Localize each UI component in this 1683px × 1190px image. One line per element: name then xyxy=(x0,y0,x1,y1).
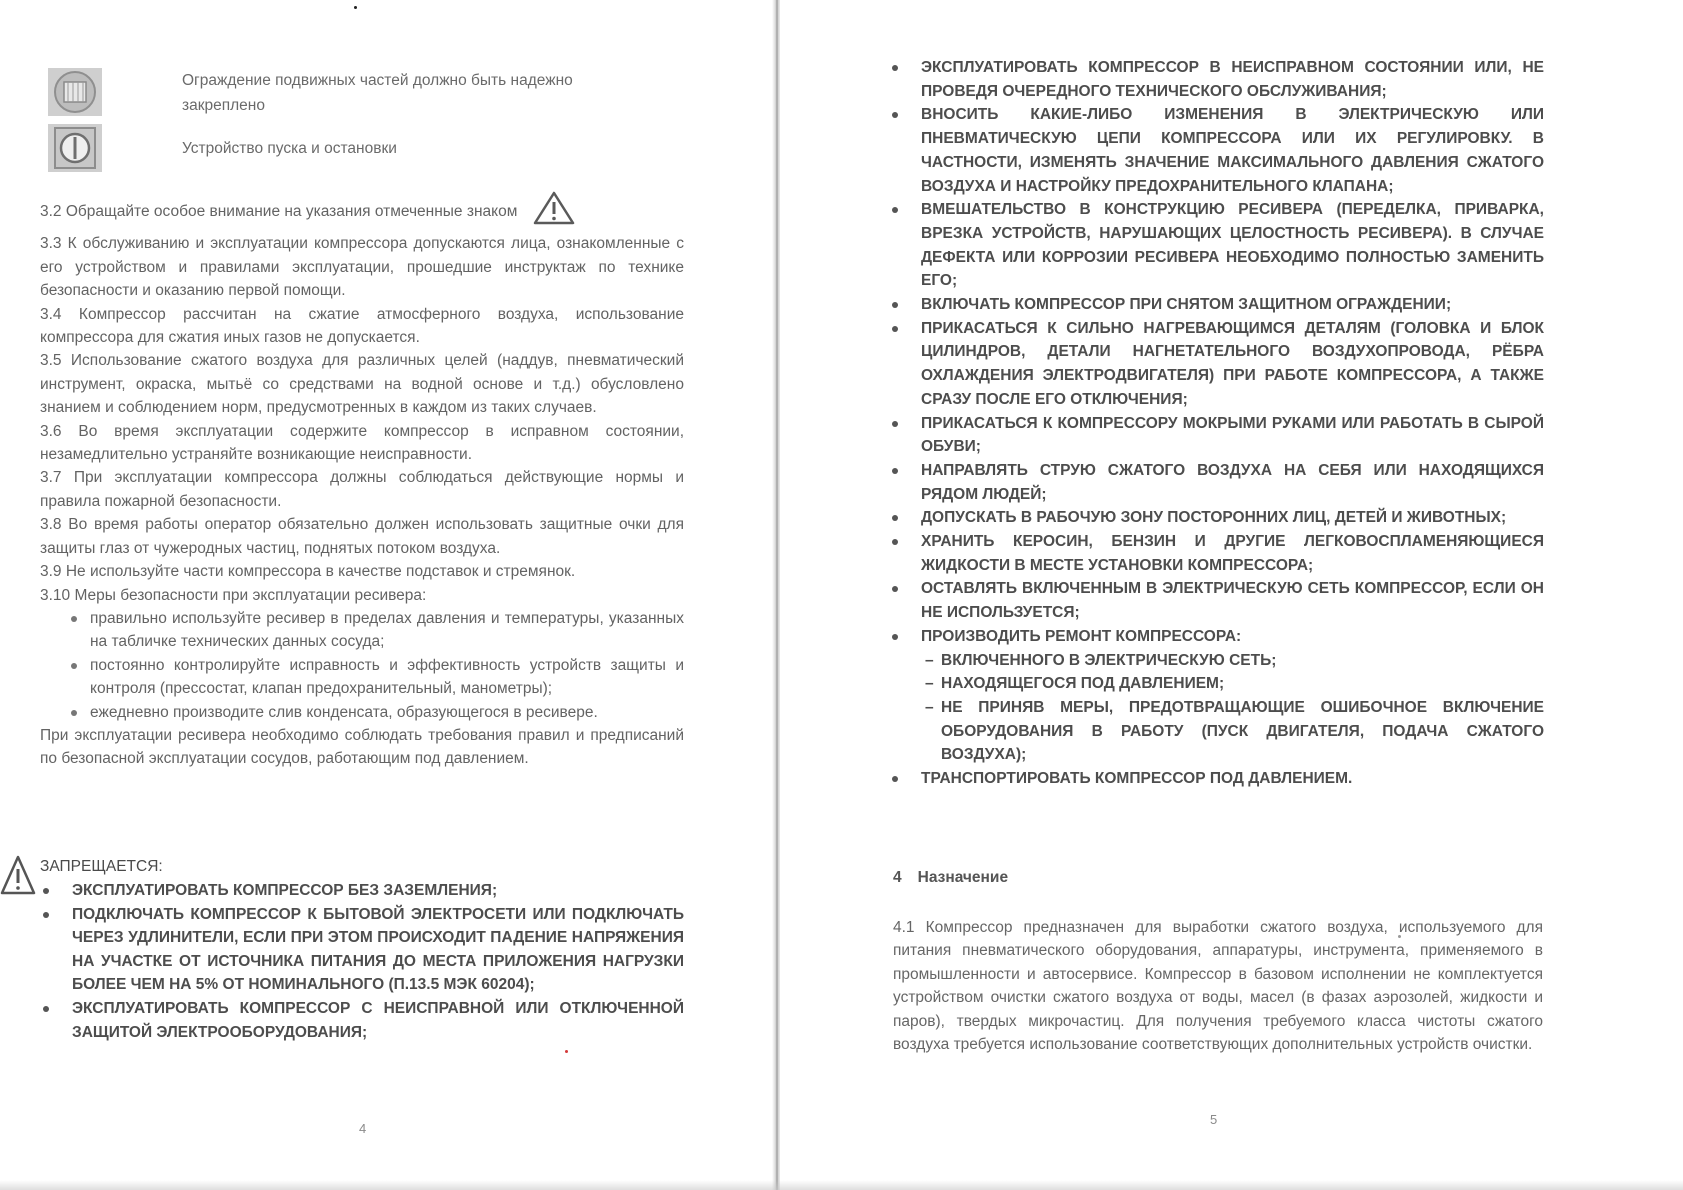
list-item: ПРИКАСАТЬСЯ К СИЛЬНО НАГРЕВАЮЩИМСЯ ДЕТАЛЯМ (ГОЛОВКА И БЛОК ЦИЛИНДРОВ, ДЕТАЛИ НАГНЕТАТЕЛЬНОГО ВОЗДУХОПРОВОДА, РЁБРА ОХЛАЖДЕНИЯ ЭЛЕКТРОДВИГАТЕЛЯ) ПРИ РАБОТЕ КОМПРЕССОРА, А ТАКЖЕ СРАЗУ ПОСЛЕ ЕГО ОТКЛЮЧЕНИЯ; xyxy=(921,317,1544,412)
list-item: ТРАНСПОРТИРОВАТЬ КОМПРЕССОР ПОД ДАВЛЕНИЕМ. xyxy=(921,767,1544,791)
receiver-safety-list xyxy=(40,607,684,724)
sub-list-item: – НАХОДЯЩЕГОСЯ ПОД ДАВЛЕНИЕМ; xyxy=(941,672,1544,696)
guard-sign-row xyxy=(48,68,652,118)
page-number-right: 5 xyxy=(1210,1112,1218,1127)
list-item: ежедневно производите слив конденсата, образующегося в ресивере. xyxy=(90,701,684,724)
warning-triangle-icon xyxy=(0,855,36,902)
left-page xyxy=(0,0,775,1190)
paragraph-3-6: 3.6 Во время эксплуатации содержите компрессор в исправном состоянии, незамедлительно устраняйте возникающие неисправности. xyxy=(40,422,684,464)
guard-sign-icon xyxy=(48,68,102,116)
paragraph-3-8: 3.8 Во время работы оператор обязательно должен использовать защитные очки для защиты глаз от чужеродных частиц, поднятых потоком воздуха. xyxy=(40,516,684,557)
guard-sign-text: Ограждение подвижных частей должно быть надежно закреплено xyxy=(182,72,573,114)
list-item: постоянно контролируйте исправность и эффективность устройств защиты и контроля (прессостат, клапан предохранительный, манометры); xyxy=(90,654,684,701)
safety-instructions xyxy=(40,191,684,771)
paragraph-4-1: 4.1 Компрессор предназначен для выработки сжатого воздуха, используемого для питания пневматического оборудования, аппаратуры, инструмента, применяемого в промышленности и автосервисе. Компрессор в базовом исполнении не комплектуется устройством очистки сжатого воздуха от воды, масел (в фазах аэрозолей, жидкости и паров), твердых микрочастиц. Для получения требуемого класса чистоты сжатого воздуха требуется использование соответствующих дополнительных устройств очистки. xyxy=(893,919,1543,1054)
page-number-left: 4 xyxy=(359,1121,367,1136)
list-item: ЭКСПЛУАТИРОВАТЬ КОМПРЕССОР БЕЗ ЗАЗЕМЛЕНИЯ; xyxy=(72,879,684,903)
list-item: ВМЕШАТЕЛЬСТВО В КОНСТРУКЦИЮ РЕСИВЕРА (ПЕРЕДЕЛКА, ПРИВАРКА, ВРЕЗКА УСТРОЙСТВ, НАРУШАЮЩИХ ЦЕЛОСТНОСТЬ РЕСИВЕРА). В СЛУЧАЕ ДЕФЕКТА ИЛИ КОРРОЗИИ РЕСИВЕРА НЕОБХОДИМО ПОЛНОСТЬЮ ЗАМЕНИТЬ ЕГО; xyxy=(921,198,1544,293)
repair-sub-list xyxy=(921,649,1544,768)
warning-triangle-icon xyxy=(533,191,575,232)
paragraph-3-4: 3.4 Компрессор рассчитан на сжатие атмосферного воздуха, использование компрессора для сжатия иных газов не допускается. xyxy=(40,305,684,347)
list-item: ХРАНИТЬ КЕРОСИН, БЕНЗИН И ДРУГИЕ ЛЕГКОВОСПЛАМЕНЯЮЩИЕСЯ ЖИДКОСТИ В МЕСТЕ УСТАНОВКИ КОМПРЕССОРА; xyxy=(921,530,1544,577)
forbidden-list-left xyxy=(72,879,684,1044)
scan-speck xyxy=(354,6,357,9)
repair-item-text: ПРОИЗВОДИТЬ РЕМОНТ КОМПРЕССОРА: xyxy=(921,627,1242,645)
list-item: ЭКСПЛУАТИРОВАТЬ КОМПРЕССОР С НЕИСПРАВНОЙ ИЛИ ОТКЛЮЧЕННОЙ ЗАЩИТОЙ ЭЛЕКТРООБОРУДОВАНИЯ; xyxy=(72,997,684,1044)
list-item-repair xyxy=(921,625,1544,767)
list-item: правильно используйте ресивер в пределах давления и температуры, указанных на табличке технических данных сосуда; xyxy=(90,607,684,654)
start-stop-sign-icon xyxy=(48,124,102,172)
section-title: Назначение xyxy=(917,869,1009,886)
paragraph-3-2-text: 3.2 Обращайте особое внимание на указания отмеченные знаком xyxy=(40,203,518,220)
list-item: ДОПУСКАТЬ В РАБОЧУЮ ЗОНУ ПОСТОРОННИХ ЛИЦ, ДЕТЕЙ И ЖИВОТНЫХ; xyxy=(921,506,1544,530)
list-item: ОСТАВЛЯТЬ ВКЛЮЧЕННЫМ В ЭЛЕКТРИЧЕСКУЮ СЕТЬ КОМПРЕССОР, ЕСЛИ ОН НЕ ИСПОЛЬЗУЕТСЯ; xyxy=(921,577,1544,624)
forbidden-list-right xyxy=(921,56,1544,791)
list-item: ВНОСИТЬ КАКИЕ-ЛИБО ИЗМЕНЕНИЯ В ЭЛЕКТРИЧЕСКУЮ ИЛИ ПНЕВМАТИЧЕСКУЮ ЦЕПИ КОМПРЕССОРА ИЛИ ИХ РЕГУЛИРОВКУ. В ЧАСТНОСТИ, ИЗМЕНЯТЬ ЗНАЧЕНИЕ МАКСИМАЛЬНОГО ДАВЛЕНИЯ СЖАТОГО ВОЗДУХА И НАСТРОЙКУ ПРЕДОХРАНИТЕЛЬНОГО КЛАПАНА; xyxy=(921,103,1544,198)
paragraph-3-7: 3.7 При эксплуатации компрессора должны соблюдаться действующие нормы и правила пожарной безопасности. xyxy=(40,469,684,510)
list-item: ПОДКЛЮЧАТЬ КОМПРЕССОР К БЫТОВОЙ ЭЛЕКТРОСЕТИ ИЛИ ПОДКЛЮЧАТЬ ЧЕРЕЗ УДЛИНИТЕЛИ, ЕСЛИ ПРИ ЭТОМ ПРОИСХОДИТ ПАДЕНИЕ НАПРЯЖЕНИЯ НА УЧАСТКЕ ОТ ИСТОЧНИКА ПИТАНИЯ ДО МЕСТА ПРИЛОЖЕНИЯ НАГРУЗКИ БОЛЕЕ ЧЕМ НА 5% ОТ НОМИНАЛЬНОГО (П.13.5 МЭК 60204); xyxy=(72,903,684,997)
paragraph-3-9: 3.9 Не используйте части компрессора в качестве подставок и стремянок. xyxy=(40,563,576,581)
section-number: 4 xyxy=(893,869,902,886)
sub-list-item: – ВКЛЮЧЕННОГО В ЭЛЕКТРИЧЕСКУЮ СЕТЬ; xyxy=(941,649,1544,673)
list-item: ЭКСПЛУАТИРОВАТЬ КОМПРЕССОР В НЕИСПРАВНОМ СОСТОЯНИИ ИЛИ, НЕ ПРОВЕДЯ ОЧЕРЕДНОГО ТЕХНИЧЕСКОГО ОБСЛУЖИВАНИЯ; xyxy=(921,56,1544,103)
list-item: ПРИКАСАТЬСЯ К КОМПРЕССОРУ МОКРЫМИ РУКАМИ ИЛИ РАБОТАТЬ В СЫРОЙ ОБУВИ; xyxy=(921,412,1544,459)
forbidden-heading: ЗАПРЕЩАЕТСЯ: xyxy=(40,858,163,875)
paragraph-3-2 xyxy=(40,191,684,232)
scan-bottom-shade xyxy=(0,1180,1683,1190)
paragraph-3-3: 3.3 К обслуживанию и эксплуатации компрессора допускаются лица, ознакомленные с его устройством и правилами эксплуатации, прошедшие инструктаж по технике безопасности и оказанию первой помощи. xyxy=(40,235,684,300)
paragraph-3-5: 3.5 Использование сжатого воздуха для различных целей (наддув, пневматический инструмент, окраска, мытьё со средствами на водной основе и т.д.) обусловлено знанием и соблюдением норм, предусмотренных в каждом из таких случаев. xyxy=(40,352,684,417)
scan-speck xyxy=(565,1050,568,1053)
paragraph-3-10: 3.10 Меры безопасности при эксплуатации ресивера: xyxy=(40,586,427,604)
list-item: ВКЛЮЧАТЬ КОМПРЕССОР ПРИ СНЯТОМ ЗАЩИТНОМ ОГРАЖДЕНИИ; xyxy=(921,293,1544,317)
sub-list-item: – НЕ ПРИНЯВ МЕРЫ, ПРЕДОТВРАЩАЮЩИЕ ОШИБОЧНОЕ ВКЛЮЧЕНИЕ ОБОРУДОВАНИЯ В РАБОТУ (ПУСК ДВИГАТЕЛЯ, ПОДАЧА СЖАТОГО ВОЗДУХА); xyxy=(941,696,1544,767)
receiver-note: При эксплуатации ресивера необходимо соблюдать требования правил и предписаний по безопасной эксплуатации сосудов, работающим под давлением. xyxy=(40,726,684,768)
list-item: НАПРАВЛЯТЬ СТРУЮ СЖАТОГО ВОЗДУХА НА СЕБЯ ИЛИ НАХОДЯЩИХСЯ РЯДОМ ЛЮДЕЙ; xyxy=(921,459,1544,506)
start-stop-sign-text: Устройство пуска и остановки xyxy=(182,140,397,157)
section-heading xyxy=(893,869,1008,887)
start-stop-sign-row xyxy=(48,124,652,172)
